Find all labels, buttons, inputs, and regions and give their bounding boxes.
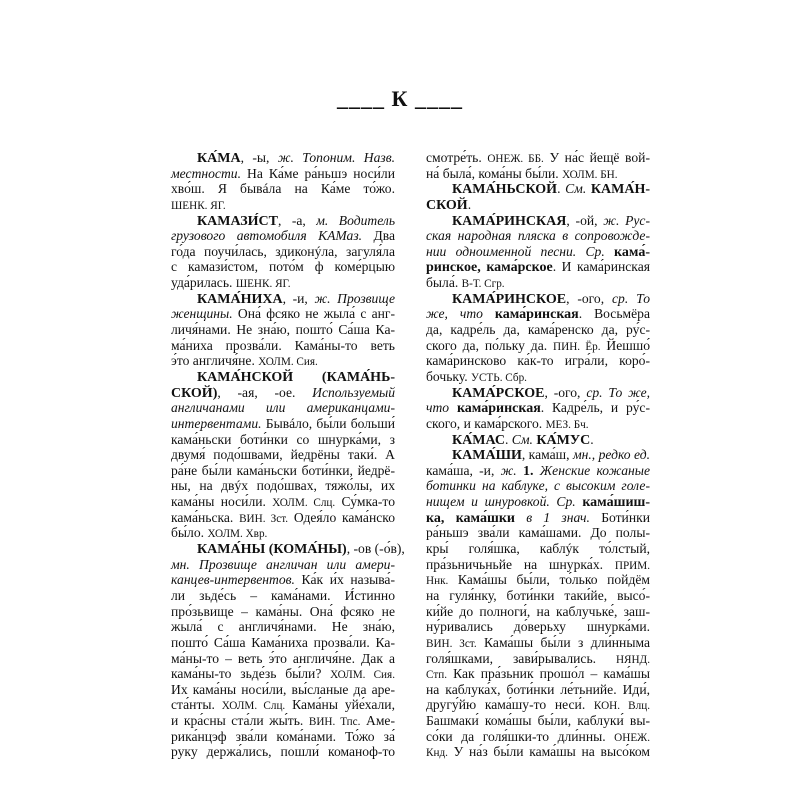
text-line <box>426 510 650 526</box>
definition-italic: местности. <box>171 165 241 181</box>
headword: ринское, кама́рское <box>426 260 553 276</box>
source-abbreviation: ХОЛМ. Слц. <box>221 700 286 713</box>
text: ки́йе до полноги́, на каблучьке́, заш- <box>426 603 650 619</box>
text-line <box>171 166 395 182</box>
text: на гуля́нку, боти́нки таки́йе, высо́- <box>426 587 650 603</box>
text: . <box>590 431 594 447</box>
text-line <box>171 181 395 197</box>
headword: ка, кама́шки <box>426 510 515 526</box>
text: кама́ны носи́ли. <box>171 494 273 510</box>
text: , -ая, -ое. <box>217 384 313 400</box>
source-abbreviation: ПИН. Ёр. <box>553 340 601 353</box>
text-line <box>171 447 395 463</box>
text: . <box>467 196 472 212</box>
text: на́ была́, кома́ны бы́ли. <box>426 165 563 181</box>
text: кама́ньски боти́нки со шнурка́ми, з <box>171 431 395 447</box>
source-abbreviation: ВИН. Тпс. <box>308 716 361 729</box>
definition-italic: нии одноименной песни. Ср. <box>426 243 605 259</box>
text-line <box>171 588 395 604</box>
text: Аме- <box>360 713 395 729</box>
text: ма́ниха прозва́ли. Кама́ны-то веть <box>171 337 395 353</box>
text: Йешшо́ <box>600 337 651 353</box>
text: другу́йю кама́шу-то неси́. <box>426 697 594 713</box>
text: двумя́ подо́швами, йедрёны таки́. А <box>171 447 395 463</box>
definition-italic: англичанами или американцами- <box>171 400 395 416</box>
text-line <box>171 338 395 354</box>
text-line <box>426 213 650 229</box>
text: , -ы, <box>240 150 278 165</box>
text: , -и, <box>282 290 315 306</box>
text-line <box>171 729 395 745</box>
text-line <box>426 228 650 244</box>
headword: КАМА́ШИ <box>452 448 522 464</box>
headword: СКОЙ) <box>171 385 218 401</box>
definition-italic: ская народная пляска в сопровожде- <box>426 228 650 244</box>
text: , кама́ш, <box>521 447 573 463</box>
text: со́ки да голя́шки-то дли́нны. <box>426 728 615 744</box>
headword: кама́ринская <box>494 307 579 323</box>
source-abbreviation: ПРИМ. <box>614 559 650 572</box>
source-abbreviation: ХОЛМ. БН. <box>562 168 618 181</box>
headword: КАМАЗИ́СТ <box>197 213 278 229</box>
text: . И кама́ринская <box>552 259 650 275</box>
text-line <box>171 713 395 729</box>
text-line <box>426 588 650 604</box>
definition-italic: нищем и шнуровкой. Ср. <box>426 494 576 510</box>
text-line <box>426 369 650 385</box>
text: . Восьмёра <box>578 306 650 322</box>
text: жыла́ с англичя́нами. Не зна́ю, <box>171 619 395 635</box>
headword: кама́шиш- <box>582 495 650 511</box>
text <box>449 400 457 415</box>
definition-italic: мн. Прозвище англичан или амери- <box>171 556 395 572</box>
source-abbreviation: ХОЛМ. Сия. <box>258 356 318 369</box>
text-line <box>426 432 650 448</box>
text-line <box>171 557 395 573</box>
text: У на́с йещё вой- <box>543 150 650 165</box>
section-letter-heading: ____ К ____ <box>337 86 463 111</box>
definition-italic: же, что <box>426 306 483 322</box>
text-line <box>171 416 395 432</box>
text: Два <box>362 228 395 244</box>
text-line <box>426 166 650 182</box>
source-abbreviation: Ннк. <box>426 575 449 588</box>
text-line <box>426 682 650 698</box>
text <box>483 306 495 321</box>
text: кама́ны-то зьде́зь бы́ли? <box>171 666 331 682</box>
text-line <box>426 291 650 307</box>
text-line <box>426 197 650 213</box>
text: руку держа́лись, пошли́ команоф-то <box>171 744 395 760</box>
text-line <box>426 181 650 197</box>
text-line <box>171 150 395 166</box>
text-line <box>426 338 650 354</box>
text: про́зьвище – кама́ны. Она́ фсяко не <box>171 603 395 619</box>
headword: КАМА́РИНСКОЕ <box>452 291 567 307</box>
text: хво́ш. Я бывáла на Ка́ме то́жо. <box>171 181 395 197</box>
source-abbreviation: ШЕНК. ЯГ. <box>235 278 291 291</box>
text-line <box>171 213 395 229</box>
definition-italic: мн., редко ед. <box>572 447 650 463</box>
text-line <box>171 275 395 291</box>
text: На Ка́ме ра́ньшэ носи́ли <box>240 165 395 181</box>
text-line <box>426 494 650 510</box>
definition-italic: См. <box>511 431 533 447</box>
text-line <box>171 525 395 541</box>
definition-italic: м. Водитель <box>316 212 395 228</box>
text: Кама́шы бы́ли, то́лько пойдём <box>448 572 650 588</box>
text: бочьку. <box>426 368 472 384</box>
text: голя́шками, зави́рывались. <box>426 650 616 666</box>
text: с камази́стом, пото́м ф коме́рцыю <box>171 259 395 275</box>
text: и кра́сны ста́ли жы́ть. <box>171 713 309 729</box>
text-line <box>426 604 650 620</box>
text: бы́ло. <box>171 525 208 541</box>
text-line <box>426 463 650 479</box>
text <box>515 510 526 525</box>
text: смотре́ть. <box>426 150 488 165</box>
definition-italic: грузового автомобиля КАМаз. <box>171 228 363 244</box>
text-line <box>426 729 650 745</box>
text: ского да, по́льку да. <box>426 337 554 353</box>
text: Бывáло, бы́ли больши́ <box>261 415 395 431</box>
definition-italic: Женские кожаные <box>539 462 651 478</box>
headword: КАМА́НИХА <box>197 291 283 307</box>
text-line <box>426 713 650 729</box>
text-line <box>171 306 395 322</box>
source-abbreviation: ШЕНК. ЯГ. <box>171 199 226 212</box>
text-line <box>426 697 650 713</box>
text-line <box>426 150 650 166</box>
text-line <box>171 619 395 635</box>
definition-italic: ж. Рус- <box>603 212 650 228</box>
text: Кама́шы бы́ли з дли́нныма <box>476 634 650 650</box>
text-line <box>426 447 650 463</box>
source-abbreviation: В-Т. Сгр. <box>461 278 505 291</box>
text: Башмаки́ кома́шы бы́ли, каблуки́ вы- <box>426 713 650 729</box>
text-line <box>426 322 650 338</box>
definition-italic: ж. Прозвище <box>314 290 395 306</box>
headword: кама́ринская <box>456 401 541 417</box>
text: э́то англичя́не. <box>171 353 259 369</box>
definition-italic: ср. То <box>612 290 651 306</box>
text: личя́нами. Не зна́ю, пошто́ Са́ша Ка- <box>171 322 395 338</box>
text-line <box>426 400 650 416</box>
text: ского, и кама́рского. <box>426 415 546 431</box>
text: . Кадре́ль, и ру́с- <box>540 400 650 416</box>
text: кры́ голя́шка, каблýк то́лстый, <box>426 541 650 557</box>
text: кама́ньска. <box>171 509 240 525</box>
source-abbreviation: УСТЬ. Сбр. <box>471 371 527 384</box>
text <box>605 244 614 259</box>
text-line <box>171 197 395 213</box>
text-line <box>171 494 395 510</box>
text: кама́ша, -и, <box>426 462 501 478</box>
text-line <box>426 259 650 275</box>
right-column <box>426 150 650 760</box>
text-line <box>171 478 395 494</box>
text-line <box>426 541 650 557</box>
text-line <box>171 432 395 448</box>
definition-italic: ботинки на каблуке, с высоким голе- <box>426 478 650 494</box>
text: ны, на двýх подо́швах, тяжо́лы, их <box>171 478 395 494</box>
text: , -а, <box>277 212 317 228</box>
source-abbreviation: Кнд. <box>426 747 448 760</box>
left-column <box>171 150 405 760</box>
definition-italic: Используемый <box>312 384 395 400</box>
text: . <box>557 181 566 197</box>
text-line <box>171 510 395 526</box>
headword: 1. <box>522 463 534 479</box>
text: да, кадре́ль да, кама́ренско да, ру́с- <box>426 322 650 338</box>
text-line <box>426 651 650 667</box>
text-line <box>426 244 650 260</box>
definition-italic: ж. Топоним. Назв. <box>277 150 395 165</box>
text: на каблука́х, боти́нки ле́тьнийе. Иди́, <box>426 681 650 697</box>
text-line <box>171 244 395 260</box>
source-abbreviation: ОНЕЖ. <box>614 731 650 744</box>
definition-italic: что <box>426 400 450 416</box>
text-line <box>171 541 405 558</box>
text: У на́з бы́ли кама́шы на высо́ком <box>447 744 650 760</box>
text: ма́ны-то – веть э́то англичя́не. Дак а <box>171 650 395 666</box>
headword: кама́- <box>614 244 650 260</box>
text: Боти́нки <box>589 509 650 525</box>
text: кама́ринсково ка́к-то игра́ли, коро́- <box>426 353 650 369</box>
definition-italic: ср. То же, <box>586 384 650 400</box>
text: Их кама́ны носи́ли, вы́сланые да аре- <box>171 681 395 697</box>
text: Она́ фсяко не жыла́ с анг- <box>232 306 395 322</box>
text-line <box>426 525 650 541</box>
headword: КАМА́Н- <box>590 182 650 198</box>
source-abbreviation: НЯНД. <box>615 653 650 666</box>
text: пра́зьничьньйе на шнурка́х. <box>426 556 615 572</box>
text-line <box>171 322 395 338</box>
text-line <box>171 259 395 275</box>
source-abbreviation: ВИН. Зст. <box>239 512 289 525</box>
definition-italic: ж. <box>500 462 517 478</box>
definition-italic: См. <box>565 181 587 197</box>
text-line <box>171 744 395 760</box>
text: уда́рилась. <box>171 275 236 291</box>
text-line <box>171 463 395 479</box>
text: ли зьде́сь – кама́нами. И́стинно <box>171 587 395 603</box>
text: пошто́ Са́ша Кама́ниха прозва́ли. Ка- <box>171 634 395 650</box>
text-line <box>171 682 395 698</box>
text: . <box>505 431 512 447</box>
text-line <box>426 306 650 322</box>
source-abbreviation: МЕЗ. Бч. <box>545 418 589 431</box>
text-line <box>426 619 650 635</box>
source-abbreviation: ВИН. Зст. <box>426 637 477 650</box>
text-line <box>426 666 650 682</box>
text-line <box>426 478 650 494</box>
text-line <box>426 635 650 651</box>
text: рика́нцэф зва́ли кома́нами. То́жо за́ <box>171 728 395 744</box>
text: Кама́ны уйе́хали, <box>285 697 395 713</box>
text: ну́ривались до́верьху шнурка́ми. <box>426 619 650 635</box>
text: Как пра́зьник прошо́л – кама́шы <box>447 666 650 682</box>
headword: КА́МУС <box>536 432 591 448</box>
text-line <box>171 228 395 244</box>
source-abbreviation: Стп. <box>426 669 447 682</box>
text: , -ого, <box>544 384 587 400</box>
text: , -ой, <box>566 212 604 228</box>
text: Ка́к и́х называ́- <box>294 572 395 588</box>
text: ста́нты. <box>171 697 222 713</box>
headword: КАМА́НЬСКОЙ <box>452 182 558 198</box>
text-line <box>426 557 650 573</box>
text-line <box>171 385 395 401</box>
source-abbreviation: ОНЕЖ. ББ. <box>487 153 544 165</box>
text-line <box>171 400 395 416</box>
text-line <box>171 635 395 651</box>
text: , -ого, <box>566 290 613 306</box>
text-line <box>426 744 650 760</box>
headword: КАМА́РИНСКАЯ <box>452 213 567 229</box>
definition-italic: в 1 знач. <box>526 509 590 525</box>
text: Су́мка-то <box>335 494 395 510</box>
text-line <box>171 291 395 307</box>
text-line <box>171 666 395 682</box>
text-line <box>171 697 395 713</box>
source-abbreviation: ХОЛМ. Слц. <box>272 497 336 510</box>
text-line <box>426 275 650 291</box>
text-line <box>171 353 395 369</box>
text: была́. <box>426 275 462 291</box>
text: Одея́ло кама́нско <box>288 509 395 525</box>
text-line <box>171 369 395 385</box>
headword: КАМА́РСКОЕ <box>452 385 545 401</box>
headword: СКОЙ <box>426 197 468 213</box>
text-line <box>171 651 395 667</box>
headword: КА́МАС <box>452 432 505 448</box>
text-line <box>426 572 650 588</box>
text-line <box>426 416 650 432</box>
text: го́да поучи́лась, здиконýла, загуля́ла <box>171 243 395 259</box>
source-abbreviation: ХОЛМ. Сия. <box>330 669 395 682</box>
definition-italic: женщины. <box>171 306 233 322</box>
headword: КА́МА <box>197 151 241 166</box>
text-line <box>426 353 650 369</box>
headword: КАМА́НСКОЙ (КАМА́НЬ- <box>197 369 395 385</box>
headword: КАМА́НЫ (КОМА́НЫ) <box>197 542 347 558</box>
text: , -ов (-о́в), <box>346 541 405 557</box>
text-line <box>171 604 395 620</box>
text: ра́не бы́ли кама́ньски боти́нки, йедрё- <box>171 462 395 478</box>
text-line <box>426 385 650 401</box>
source-abbreviation: ХОЛМ. Хвр. <box>207 528 268 541</box>
text: ра́ньшэ зва́ли кама́шами. До полы- <box>426 525 650 541</box>
text-line <box>171 572 395 588</box>
definition-italic: интервентами. <box>171 415 262 431</box>
definition-italic: канцев-интервентов. <box>171 572 295 588</box>
source-abbreviation: КОН. Влц. <box>593 700 650 713</box>
